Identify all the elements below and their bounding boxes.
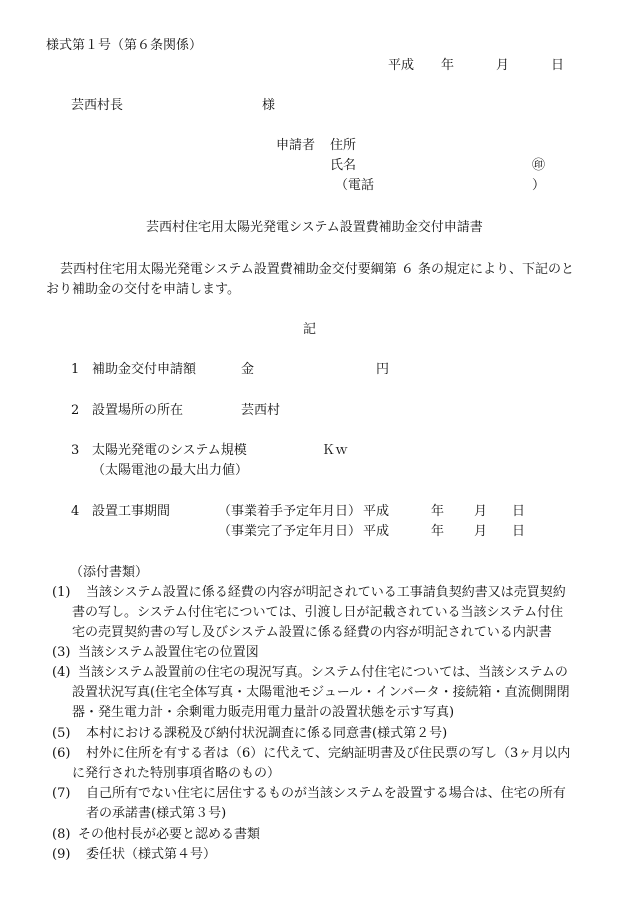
intro-line-2: おり補助金の交付を申請します。 [46, 282, 240, 297]
attachment-4-number: (4) [52, 665, 71, 680]
item-4-end-day: 日 [512, 524, 526, 539]
attachment-1-line-3: 宅の売買契約書の写し及びシステム設置に係る経費の内容が明記されている内訳書 [72, 625, 552, 640]
attachment-7-line-2: 者の承諾書(様式第３号) [86, 806, 227, 821]
addressee-name: 芸西村長 [71, 98, 124, 113]
form-number: 様式第１号（第６条関係） [46, 38, 203, 53]
applicant-label: 申請者 [276, 138, 316, 153]
date-era: 平成 [388, 58, 415, 73]
attachment-5-line-1: 本村における課税及び納付状況調査に係る同意書(様式第２号) [86, 726, 448, 741]
item-4-start-day: 日 [512, 504, 526, 519]
attachment-1-line-2: 書の写し。システム付住宅については、引渡し日が記載されている当該システム付住 [72, 605, 564, 620]
item-4-end-year: 年 [431, 524, 445, 539]
item-4-start-month: 月 [474, 504, 488, 519]
attachment-6-number: (6) [52, 746, 71, 761]
applicant-phone-close: ） [532, 178, 546, 193]
item-4-start-label: （事業着手予定年月日） [218, 504, 362, 519]
document-title: 芸西村住宅用太陽光発電システム設置費補助金交付申請書 [146, 220, 483, 235]
attachment-8-line-1: その他村長が必要と認める書類 [78, 827, 261, 842]
attachment-3-number: (3) [52, 645, 71, 660]
item-1-value-prefix: 金 [241, 362, 255, 377]
item-3-number: 3 [71, 443, 80, 458]
intro-line-1: 芸西村住宅用太陽光発電システム設置費補助金交付要綱第 ６ 条の規定により、下記のと [60, 262, 574, 277]
seal-mark: ㊞ [532, 158, 546, 173]
addressee-honorific: 様 [262, 98, 276, 113]
attachment-6-line-2: に発行された特別事項省略のもの） [72, 766, 281, 781]
attachment-4-line-3: 器・発生電力計・余剰電力販売用電力量計の設置状態を示す写真) [72, 705, 455, 720]
attachment-4-line-1: 当該システム設置前の住宅の現況写真。システム付住宅については、当該システムの [78, 665, 568, 680]
attachment-1-number: (1) [52, 585, 71, 600]
item-4-end-label: （事業完了予定年月日） [218, 524, 362, 539]
item-1-label: 補助金交付申請額 [92, 362, 197, 377]
applicant-name-label: 氏名 [330, 158, 357, 173]
attachment-3-line-1: 当該システム設置住宅の位置図 [78, 645, 259, 660]
attachment-9-number: (9) [52, 847, 71, 862]
applicant-address-label: 住所 [330, 138, 357, 153]
item-4-start-year: 年 [431, 504, 445, 519]
date-day: 日 [551, 58, 565, 73]
item-4-start-era: 平成 [363, 504, 390, 519]
date-month: 月 [496, 58, 510, 73]
item-4-end-era: 平成 [363, 524, 390, 539]
item-3-label: 太陽光発電のシステム規模 [92, 443, 247, 458]
item-3-unit: Ｋｗ [322, 443, 349, 458]
item-4-label: 設置工事期間 [92, 504, 171, 519]
item-4-number: 4 [71, 504, 80, 519]
attachment-5-number: (5) [52, 726, 71, 741]
attachment-8-number: (8) [52, 827, 71, 842]
attachment-7-number: (7) [52, 786, 71, 801]
item-2-number: 2 [71, 403, 80, 418]
attachments-heading: （添付書類） [70, 565, 149, 580]
item-1-value-suffix: 円 [376, 362, 390, 377]
attachment-9-line-1: 委任状（様式第４号） [86, 847, 217, 862]
item-2-value: 芸西村 [241, 403, 281, 418]
item-2-label: 設置場所の所在 [92, 403, 184, 418]
applicant-phone-open: （電話 [335, 178, 375, 193]
attachment-6-line-1: 村外に住所を有する者は（6）に代えて、完納証明書及び住民票の写し（3ヶ月以内 [86, 746, 571, 761]
date-year: 年 [441, 58, 455, 73]
item-4-end-month: 月 [474, 524, 488, 539]
attachment-7-line-1: 自己所有でない住宅に居住するものが当該システムを設置する場合は、住宅の所有 [86, 786, 566, 801]
item-3-note: （太陽電池の最大出力値） [92, 463, 249, 478]
attachment-1-line-1: 当該システム設置に係る経費の内容が明記されている工事請負契約書又は売買契約 [86, 585, 566, 600]
ki-heading: 記 [303, 322, 317, 337]
item-1-number: 1 [71, 362, 80, 377]
attachment-4-line-2: 設置状況写真(住宅全体写真・太陽電池モジュール・インバータ・接続箱・直流側開閉 [72, 685, 570, 700]
